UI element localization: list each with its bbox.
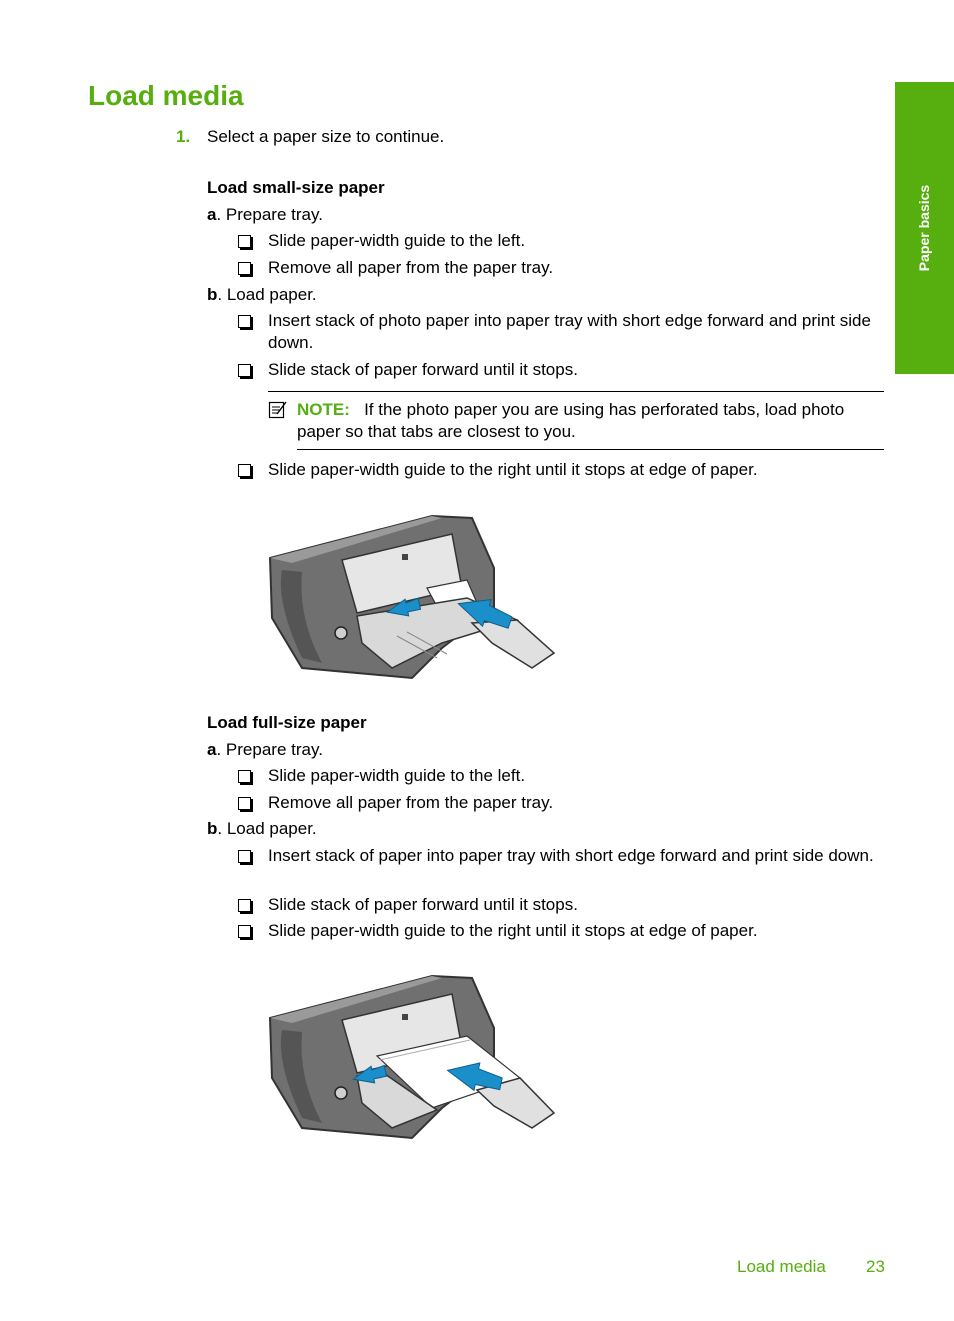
list-item: Slide paper-width guide to the left. bbox=[268, 231, 526, 250]
checkbox-icon bbox=[238, 364, 251, 377]
list-item: Slide paper-width guide to the right until it stops at edge of paper. bbox=[268, 460, 758, 479]
logo-icon bbox=[402, 1014, 408, 1020]
printer-full-paper-illustration bbox=[262, 968, 562, 1146]
small-substep-a bbox=[207, 204, 323, 226]
list-item: Insert stack of paper into paper tray with short edge forward and print side down. bbox=[268, 846, 874, 865]
side-tab bbox=[895, 82, 954, 374]
substep-letter: b bbox=[207, 285, 218, 304]
checkbox-icon bbox=[238, 235, 251, 248]
substep-text: . Prepare tray. bbox=[216, 205, 323, 224]
checkbox-icon bbox=[238, 797, 251, 810]
substep-letter: a bbox=[207, 205, 217, 224]
note-bottom-rule bbox=[297, 449, 884, 450]
small-heading: Load small-size paper bbox=[207, 178, 385, 197]
note-text bbox=[297, 399, 889, 443]
step-number: 1. bbox=[176, 127, 191, 146]
substep-text: . Prepare tray. bbox=[216, 740, 323, 759]
substep-letter: b bbox=[207, 819, 218, 838]
logo-icon bbox=[402, 554, 408, 560]
checkbox-icon bbox=[238, 899, 251, 912]
full-substep-a bbox=[207, 739, 323, 761]
list-item: Remove all paper from the paper tray. bbox=[268, 793, 554, 812]
list-item: Slide paper-width guide to the left. bbox=[268, 766, 526, 785]
full-heading: Load full-size paper bbox=[207, 713, 367, 732]
substep-letter: a bbox=[207, 740, 217, 759]
page-number: 23 bbox=[866, 1257, 885, 1276]
side-tab-label: Paper basics bbox=[916, 184, 932, 272]
checkbox-icon bbox=[238, 262, 251, 275]
list-item: Slide stack of paper forward until it stops. bbox=[268, 360, 578, 379]
full-substep-b bbox=[207, 818, 317, 840]
note-top-rule bbox=[268, 391, 884, 392]
checkbox-icon bbox=[238, 770, 251, 783]
step-text: Select a paper size to continue. bbox=[207, 127, 445, 146]
page-title: Load media bbox=[88, 80, 244, 111]
checkbox-icon bbox=[238, 925, 251, 938]
substep-text: . Load paper. bbox=[217, 819, 317, 838]
list-item: Slide paper-width guide to the right until it stops at edge of paper. bbox=[268, 921, 758, 940]
list-item: Insert stack of photo paper into paper tray with short edge forward and print side down. bbox=[268, 311, 871, 352]
substep-text: . Load paper. bbox=[217, 285, 317, 304]
list-item: Slide stack of paper forward until it stops. bbox=[268, 895, 578, 914]
list-item: Remove all paper from the paper tray. bbox=[268, 258, 554, 277]
note-label: NOTE: bbox=[297, 400, 350, 419]
checkbox-icon bbox=[238, 464, 251, 477]
note-body: If the photo paper you are using has perforated tabs, load photo paper so that tabs are closest to you. bbox=[297, 400, 845, 441]
footer-section: Load media bbox=[737, 1257, 826, 1276]
checkbox-icon bbox=[238, 850, 251, 863]
printer-small-paper-illustration bbox=[262, 508, 562, 686]
small-substep-b bbox=[207, 284, 317, 306]
note-icon bbox=[268, 400, 288, 420]
checkbox-icon bbox=[238, 315, 251, 328]
